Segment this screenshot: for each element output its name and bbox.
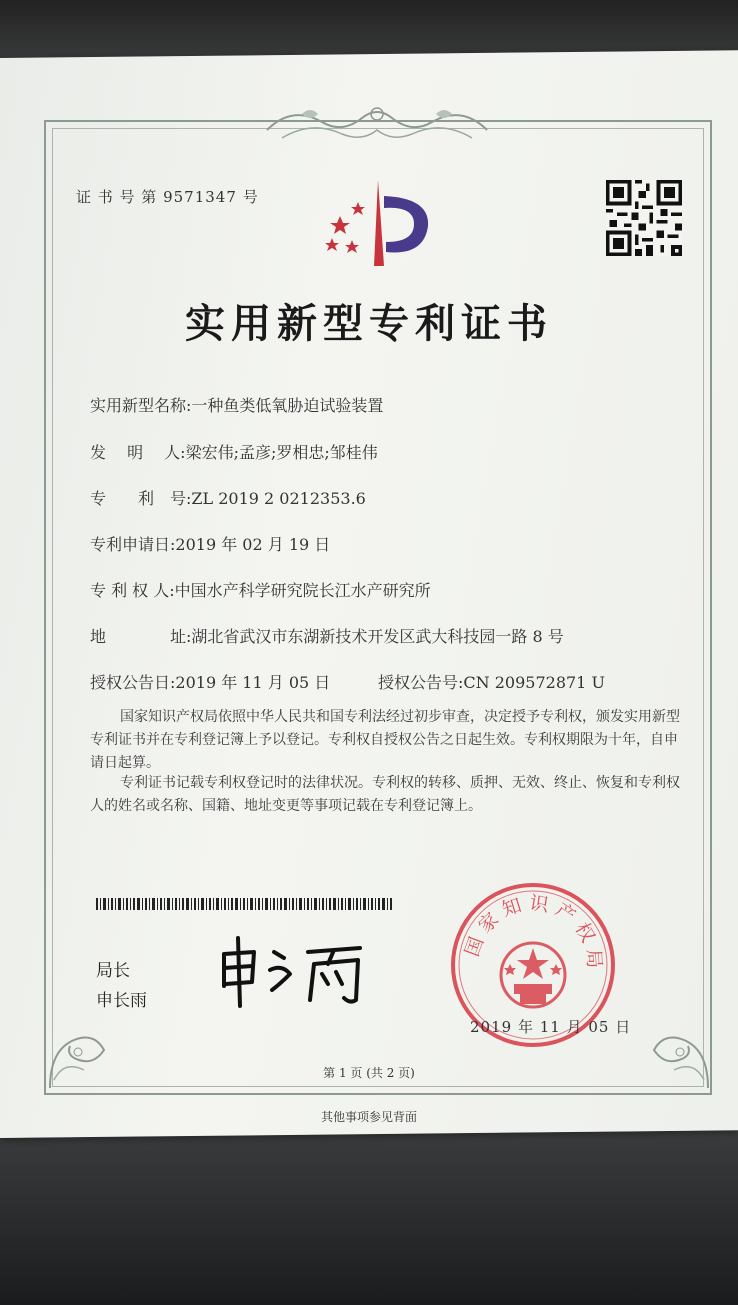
certificate-number-value: 9571347 — [163, 188, 237, 206]
field-inventors — [90, 440, 378, 463]
qr-code-icon — [606, 180, 682, 256]
field-patent-number — [90, 486, 366, 509]
field-label: 专 利 号: — [90, 489, 192, 508]
field-value: 2019 年 11 月 05 日 — [175, 673, 331, 692]
signatory-title: 局长 — [96, 961, 130, 981]
background-bottom — [0, 1130, 738, 1305]
field-value: 2019 年 02 月 19 日 — [175, 535, 331, 554]
barcode-icon — [96, 898, 392, 910]
certificate-paragraph: 国家知识产权局依照中华人民共和国专利法经过初步审查，决定授予专利权，颁发实用新型专利证书并在专利登记簿上予以登记。专利权自授权公告之日起生效。专利权期限为十年，自申请日起算。 — [90, 709, 680, 771]
field-value: 中国水产科学研究院长江水产研究所 — [174, 581, 431, 600]
field-label: 专利申请日: — [90, 535, 176, 554]
page-number: 第 1 页 (共 2 页) — [323, 1066, 415, 1080]
back-note: 其他事项参见背面 — [320, 1110, 417, 1124]
field-value: 梁宏伟;孟彦;罗相忠;邹桂伟 — [185, 443, 378, 462]
signature-icon — [210, 930, 390, 1010]
field-label: 发 明 人: — [90, 443, 186, 462]
field-announcement-number — [378, 670, 605, 693]
field-value: ZL 2019 2 0212353.6 — [191, 489, 366, 508]
top-ornament-icon — [262, 100, 492, 146]
field-application-date — [90, 532, 330, 555]
certificate-number-suffix: 号 — [242, 188, 259, 206]
certificate-title: 实用新型专利证书 — [185, 300, 553, 347]
seal-date: 2019 年 11 月 05 日 — [470, 1018, 632, 1036]
field-utility-model-name — [90, 393, 383, 416]
field-label: 授权公告日: — [90, 673, 176, 692]
field-grant-date — [90, 670, 330, 693]
signatory-name: 申长雨 — [96, 991, 147, 1011]
field-label: 地 址: — [90, 627, 192, 646]
certificate-number — [76, 186, 259, 207]
field-label: 实用新型名称: — [90, 396, 192, 415]
field-address — [90, 624, 564, 647]
seal-text: 国家知识产权局 — [461, 891, 606, 975]
patent-office-logo-icon — [318, 176, 438, 271]
certificate-paragraph: 专利证书记载专利权登记时的法律状况。专利权的转移、质押、无效、终止、恢复和专利权人的姓名或名称、国籍、地址变更等事项记载在专利登记簿上。 — [90, 775, 680, 814]
field-label: 专 利 权 人: — [90, 581, 175, 600]
field-value: CN 209572871 U — [463, 673, 605, 692]
field-value: 湖北省武汉市东湖新技术开发区武大科技园一路 8 号 — [191, 627, 564, 646]
field-patentee — [90, 578, 431, 601]
certificate-number-label: 证 书 号 第 — [76, 188, 158, 206]
field-value: 一种鱼类低氧胁迫试验装置 — [191, 396, 384, 415]
field-label: 授权公告号: — [378, 673, 464, 692]
